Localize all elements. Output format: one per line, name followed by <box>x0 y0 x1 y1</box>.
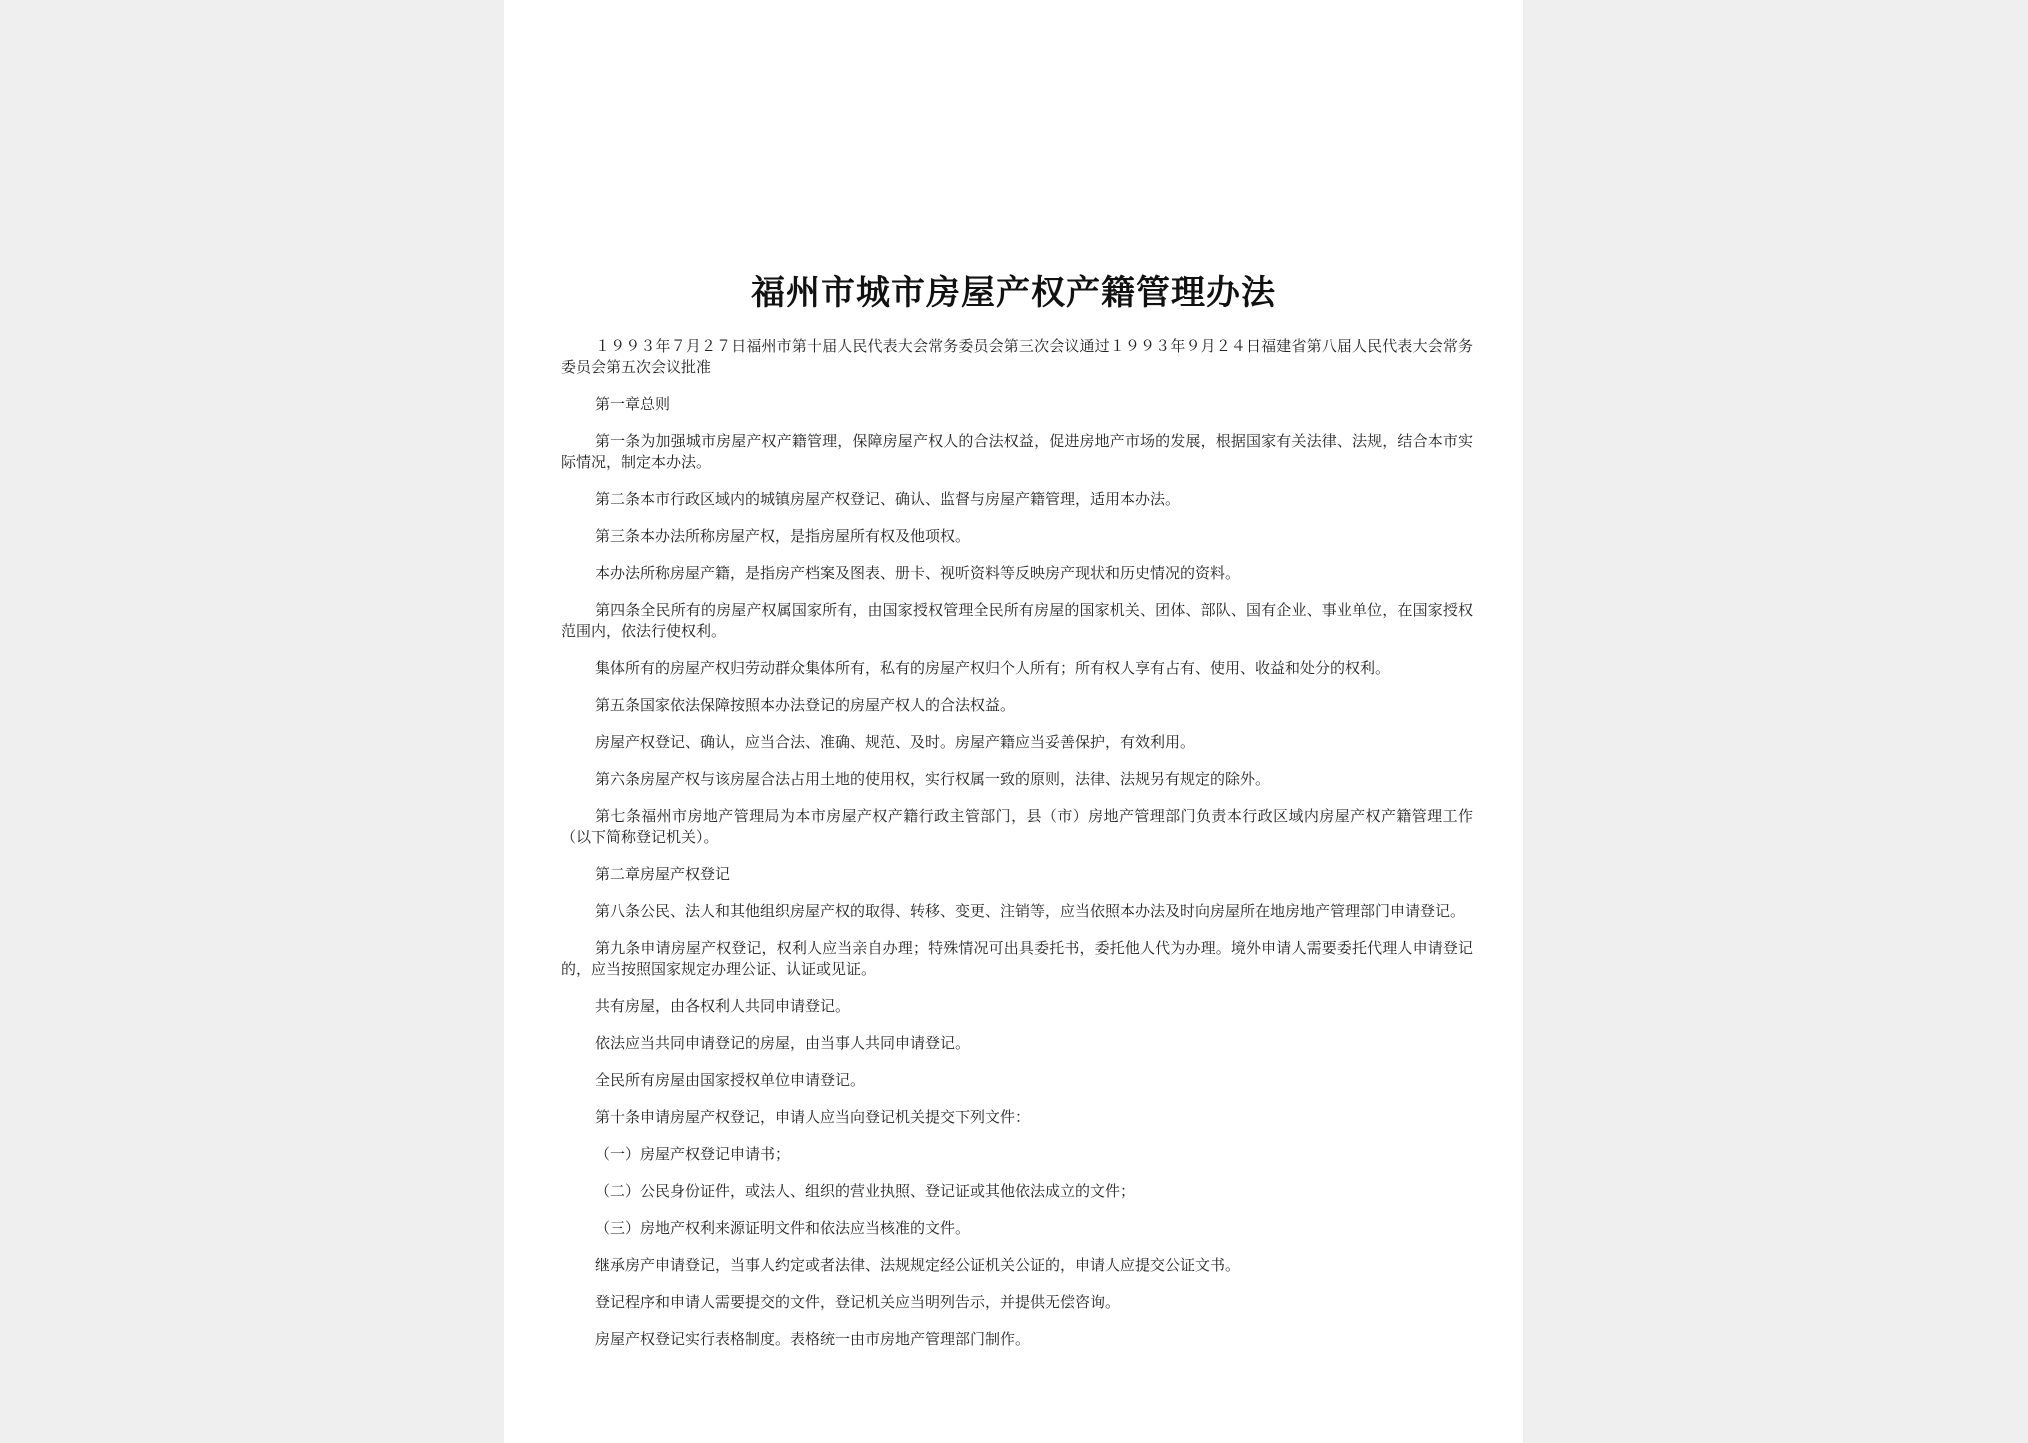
article-10-paragraph-2: 继承房产申请登记，当事人约定或者法律、法规规定经公证机关公证的，申请人应提交公证文书。 <box>595 1256 1241 1274</box>
article-3-paragraph-2: 本办法所称房屋产籍，是指房产档案及图表、册卡、视听资料等反映房产现状和历史情况的资料。 <box>595 564 1241 582</box>
article-10-item-3: （三）房地产权利来源证明文件和依法应当核准的文件。 <box>595 1219 971 1237</box>
article-2: 第二条本市行政区域内的城镇房屋产权登记、确认、监督与房屋产籍管理，适用本办法。 <box>595 490 1181 508</box>
article-9-paragraph-2: 共有房屋，由各权利人共同申请登记。 <box>595 997 851 1015</box>
chapter-heading-1: 第一章总则 <box>595 395 671 413</box>
article-10-item-2: （二）公民身份证件，或法人、组织的营业执照、登记证或其他依法成立的文件； <box>595 1182 1136 1200</box>
article-9-paragraph-4: 全民所有房屋由国家授权单位申请登记。 <box>595 1071 866 1089</box>
article-5: 第五条国家依法保障按照本办法登记的房屋产权人的合法权益。 <box>595 696 1016 714</box>
article-9-paragraph-3: 依法应当共同申请登记的房屋，由当事人共同申请登记。 <box>595 1034 971 1052</box>
article-6: 第六条房屋产权与该房屋合法占用土地的使用权，实行权属一致的原则，法律、法规另有规定的除外。 <box>595 770 1271 788</box>
article-5-paragraph-2: 房屋产权登记、确认，应当合法、准确、规范、及时。房屋产籍应当妥善保护，有效利用。 <box>595 733 1196 751</box>
paragraph-preamble: １９９３年７月２７日福州市第十届人民代表大会常务委员会第三次会议通过１９９３年９月２４日福建省第八届人民代表大会常务委员会第五次会议批准 <box>561 337 1473 376</box>
article-7: 第七条福州市房地产管理局为本市房屋产权产籍行政主管部门，县（市）房地产管理部门负责本行政区域内房屋产权产籍管理工作（以下简称登记机关）。 <box>561 807 1473 846</box>
article-3: 第三条本办法所称房屋产权，是指房屋所有权及他项权。 <box>595 527 971 545</box>
article-10-item-1: （一）房屋产权登记申请书； <box>595 1145 791 1163</box>
document-page <box>504 0 1523 1443</box>
article-10-paragraph-4: 房屋产权登记实行表格制度。表格统一由市房地产管理部门制作。 <box>595 1330 1031 1348</box>
document-title: 福州市城市房屋产权产籍管理办法 <box>751 273 1276 313</box>
article-9: 第九条申请房屋产权登记，权利人应当亲自办理；特殊情况可出具委托书，委托他人代为办理。境外申请人需要委托代理人申请登记的，应当按照国家规定办理公证、认证或见证。 <box>561 939 1473 978</box>
article-10-paragraph-3: 登记程序和申请人需要提交的文件，登记机关应当明列告示，并提供无偿咨询。 <box>595 1293 1121 1311</box>
article-8: 第八条公民、法人和其他组织房屋产权的取得、转移、变更、注销等，应当依照本办法及时向房屋所在地房地产管理部门申请登记。 <box>595 902 1466 920</box>
article-1: 第一条为加强城市房屋产权产籍管理，保障房屋产权人的合法权益，促进房地产市场的发展，根据国家有关法律、法规，结合本市实际情况，制定本办法。 <box>561 432 1473 471</box>
article-10: 第十条申请房屋产权登记，申请人应当向登记机关提交下列文件： <box>595 1108 1031 1126</box>
chapter-heading-2: 第二章房屋产权登记 <box>595 865 731 883</box>
article-4-paragraph-2: 集体所有的房屋产权归劳动群众集体所有，私有的房屋产权归个人所有；所有权人享有占有、使用、收益和处分的权利。 <box>595 659 1391 677</box>
document-body <box>561 336 1473 1366</box>
article-4: 第四条全民所有的房屋产权属国家所有，由国家授权管理全民所有房屋的国家机关、团体、部队、国有企业、事业单位，在国家授权范围内，依法行使权利。 <box>561 601 1473 640</box>
